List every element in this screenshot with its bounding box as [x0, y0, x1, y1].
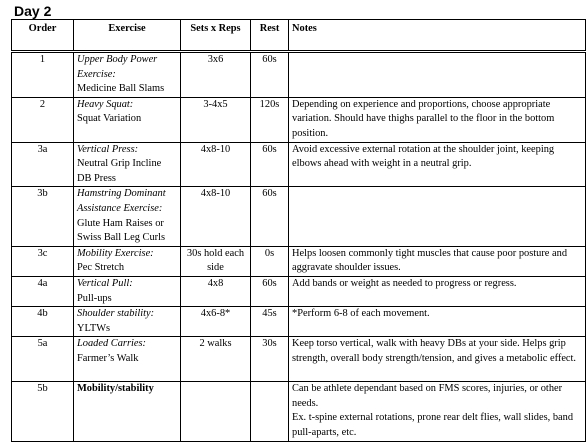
exercise-name: Glute Ham Raises or Swiss Ball Leg Curls — [77, 217, 166, 244]
exercise-name: Neutral Grip Incline DB Press — [77, 158, 162, 184]
sets-cell: 4x8 — [181, 276, 251, 306]
notes-cell: *Perform 6-8 of each movement. — [289, 307, 586, 337]
page-title: Day 2 — [14, 3, 52, 19]
table-row — [12, 276, 586, 306]
order-cell: 5b — [12, 382, 74, 442]
rest-cell — [251, 382, 289, 442]
exercise-name: Medicine Ball Slams — [77, 83, 165, 95]
notes-cell — [289, 382, 586, 442]
rest-cell: 45s — [251, 307, 289, 337]
workout-table — [11, 19, 586, 442]
header-rest: Rest — [251, 20, 289, 52]
sets-cell: 4x6-8* — [181, 307, 251, 337]
exercise-category: Hamstring Dominant Assistance Exercise: — [77, 188, 166, 214]
order-cell: 5a — [12, 337, 74, 382]
exercise-name: Pull-ups — [77, 292, 112, 304]
notes-cell: Avoid excessive external rotation at the shoulder joint, keeping elbows ahead with weight in a neutral grip. — [289, 142, 586, 187]
table-row — [12, 382, 586, 442]
exercise-category: Mobility Exercise: — [77, 247, 154, 259]
exercise-cell — [74, 307, 181, 337]
table-row — [12, 52, 586, 98]
table-row — [12, 142, 586, 187]
exercise-cell — [74, 52, 181, 98]
exercise-cell — [74, 97, 181, 142]
sets-cell: 4x8-10 — [181, 142, 251, 187]
exercise-category: Upper Body Power Exercise: — [77, 54, 158, 80]
exercise-cell — [74, 246, 181, 276]
header-row — [12, 20, 586, 52]
exercise-name: Farmer’s Walk — [77, 352, 139, 364]
sets-cell — [181, 382, 251, 442]
exercise-category: Loaded Carries: — [77, 338, 146, 350]
order-cell: 3b — [12, 187, 74, 246]
table-row — [12, 97, 586, 142]
rest-cell: 60s — [251, 142, 289, 187]
table-row — [12, 337, 586, 382]
rest-cell: 0s — [251, 246, 289, 276]
rest-cell: 120s — [251, 97, 289, 142]
order-cell: 3c — [12, 246, 74, 276]
exercise-cell — [74, 142, 181, 187]
notes-cell: Depending on experience and proportions, choose appropriate variation. Should have thighs parallel to the floor in the bottom position. — [289, 97, 586, 142]
rest-cell: 60s — [251, 52, 289, 98]
order-cell: 3a — [12, 142, 74, 187]
sets-cell: 3x6 — [181, 52, 251, 98]
exercise-name: Squat Variation — [77, 113, 142, 125]
sets-cell: 2 walks — [181, 337, 251, 382]
header-notes: Notes — [289, 20, 586, 52]
notes-cell — [289, 187, 586, 246]
notes-cell: Helps loosen commonly tight muscles that cause poor posture and aggravate shoulder issues. — [289, 246, 586, 276]
exercise-cell — [74, 187, 181, 246]
exercise-cell — [74, 276, 181, 306]
order-cell: 4b — [12, 307, 74, 337]
sets-cell: 4x8-10 — [181, 187, 251, 246]
table-row — [12, 246, 586, 276]
notes-text: Can be athlete dependant based on FMS scores, injuries, or other needs. — [292, 383, 563, 409]
exercise-name: YLTWs — [77, 322, 111, 334]
exercise-category: Heavy Squat: — [77, 98, 134, 110]
rest-cell: 60s — [251, 276, 289, 306]
exercise-cell — [74, 382, 181, 442]
sets-cell: 30s hold each side — [181, 246, 251, 276]
exercise-category: Vertical Press: — [77, 143, 139, 155]
header-sets: Sets x Reps — [181, 20, 251, 52]
exercise-category: Shoulder stability: — [77, 308, 155, 320]
rest-cell: 60s — [251, 187, 289, 246]
exercise-name: Pec Stretch — [77, 262, 125, 274]
table-row — [12, 307, 586, 337]
notes-example-text: Ex. t-spine external rotations, prone rear delt flies, wall slides, band pull-aparts, etc. — [292, 412, 574, 439]
order-cell: 4a — [12, 276, 74, 306]
rest-cell: 30s — [251, 337, 289, 382]
order-cell: 1 — [12, 52, 74, 98]
sets-cell: 3-4x5 — [181, 97, 251, 142]
notes-cell: Add bands or weight as needed to progress or regress. — [289, 276, 586, 306]
order-cell: 2 — [12, 97, 74, 142]
exercise-category: Vertical Pull: — [77, 277, 133, 289]
table-row — [12, 187, 586, 246]
exercise-cell — [74, 337, 181, 382]
header-order: Order — [12, 20, 74, 52]
header-exercise: Exercise — [74, 20, 181, 52]
notes-cell — [289, 52, 586, 98]
notes-cell: Keep torso vertical, walk with heavy DBs at your side. Helps grip strength, overall body strength/tension, and gives a metabolic effect. — [289, 337, 586, 382]
exercise-name: Mobility/stability — [77, 383, 154, 395]
